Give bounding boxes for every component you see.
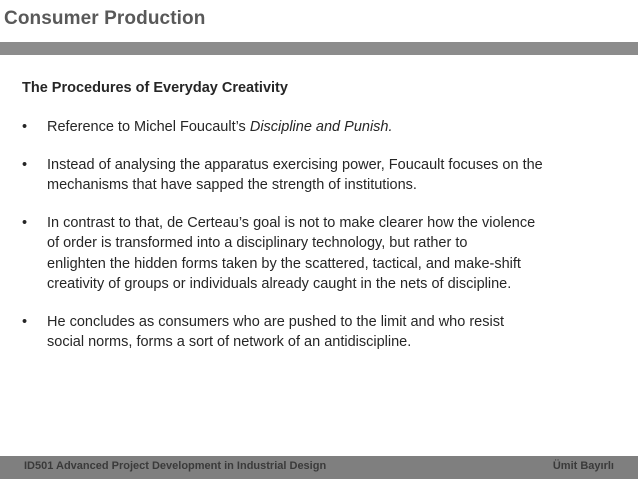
footer-bar	[0, 456, 638, 479]
content-heading: The Procedures of Everyday Creativity	[22, 80, 288, 96]
bullet-item-4	[22, 312, 622, 353]
bullet-line: of order is transformed into a disciplinary technology, but rather to	[47, 235, 468, 251]
slide-title: Consumer Production	[4, 8, 206, 29]
bullet-list	[22, 117, 622, 353]
bullet-item-3	[22, 213, 622, 295]
footer-author: Ümit Bayırlı	[552, 460, 614, 472]
bullet-marker: •	[22, 313, 28, 330]
bullet-line: enlighten the hidden forms taken by the scattered, tactical, and make-shift	[47, 255, 521, 272]
bullet-line: In contrast to that, de Certeau’s goal is not to make clearer how the violence	[47, 214, 536, 231]
bullet-line: He concludes as consumers who are pushed to the limit and who resist	[47, 313, 504, 330]
title-divider-bar	[0, 42, 638, 55]
bullet-marker: •	[22, 156, 28, 173]
bullet-line: social norms, forms a sort of network of an antidiscipline.	[47, 334, 412, 350]
bullet-marker: •	[22, 214, 28, 231]
bullet-marker: •	[22, 119, 28, 135]
bullet-line: creativity of groups or individuals already caught in the nets of discipline.	[47, 276, 512, 292]
book-title-italic: Discipline and Punish.	[249, 119, 393, 135]
bullet-line: Instead of analysing the apparatus exercising power, Foucault focuses on the	[47, 156, 543, 173]
bullet-item-1	[22, 117, 622, 138]
slide-content	[22, 78, 622, 370]
bullet-text: Reference to Michel Foucault’s	[47, 119, 250, 135]
bullet-line: mechanisms that have sapped the strength of institutions.	[47, 177, 417, 193]
bullet-item-2	[22, 155, 622, 196]
bullet-line	[47, 117, 622, 138]
footer-course-title: ID501 Advanced Project Development in Industrial Design	[24, 460, 327, 472]
